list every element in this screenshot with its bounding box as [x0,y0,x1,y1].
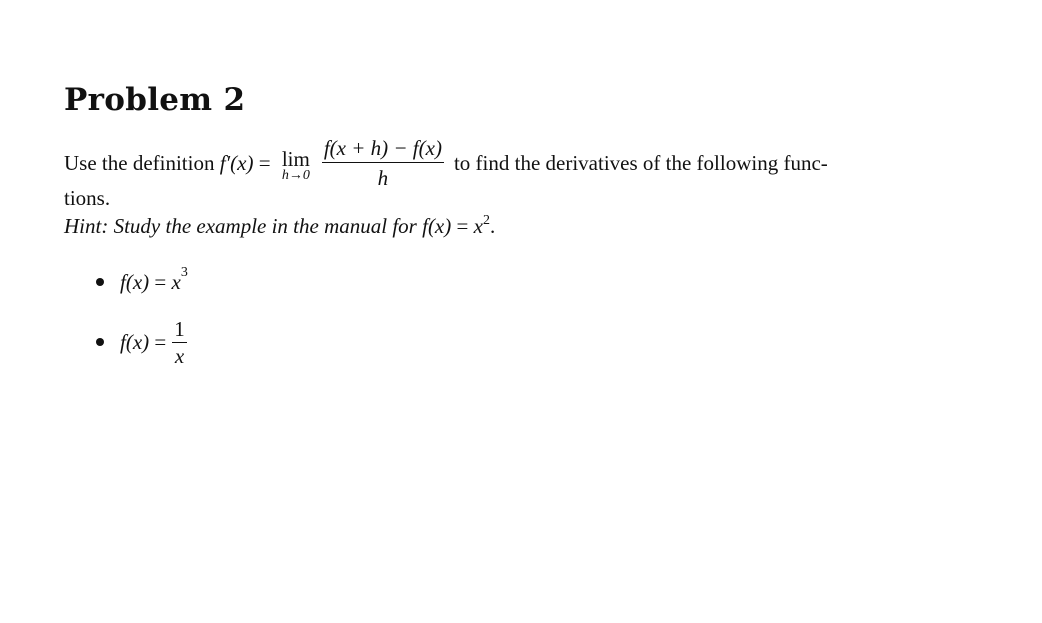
hint-period: . [489,214,496,238]
function-list [96,262,188,374]
limit-operator [282,149,310,183]
difference-quotient [322,136,444,190]
bullet-icon [96,278,104,286]
bullet-icon [96,338,104,346]
hint-exponent: 2 [482,213,490,228]
definition-lead-text: Use the definition [64,150,220,175]
item-function: f(x) [120,329,150,354]
reciprocal-fraction [172,318,187,367]
hint-base: x [473,214,483,238]
limit-subscript: h→0 [281,168,310,183]
definition-continuation: tions. [64,186,111,210]
fraction-denominator: x [174,343,185,368]
quotient-denominator: h [377,166,389,190]
f-prime-expression: f′(x) [219,150,254,175]
definition-tail-text: to find the derivatives of the following func- [453,150,828,175]
list-item [96,310,188,374]
hint-text: Hint: Study the example in the manual for [64,214,423,238]
item-base: x [171,269,181,294]
definition-sentence [64,133,828,193]
fraction-numerator: 1 [174,316,185,341]
list-item [96,262,188,302]
item-function: f(x) [120,269,150,294]
item-exponent: 3 [180,265,188,280]
hint-equals: = [451,214,474,238]
quotient-numerator: f(x + h) − f(x) [323,136,442,160]
equals-sign: = [253,150,276,175]
problem-heading: Problem 2 [64,82,246,118]
item-equals: = [149,269,172,294]
hint-line [64,214,495,239]
limit-word: lim [281,147,310,171]
item-equals: = [149,329,167,354]
hint-function: f(x) [422,214,452,238]
